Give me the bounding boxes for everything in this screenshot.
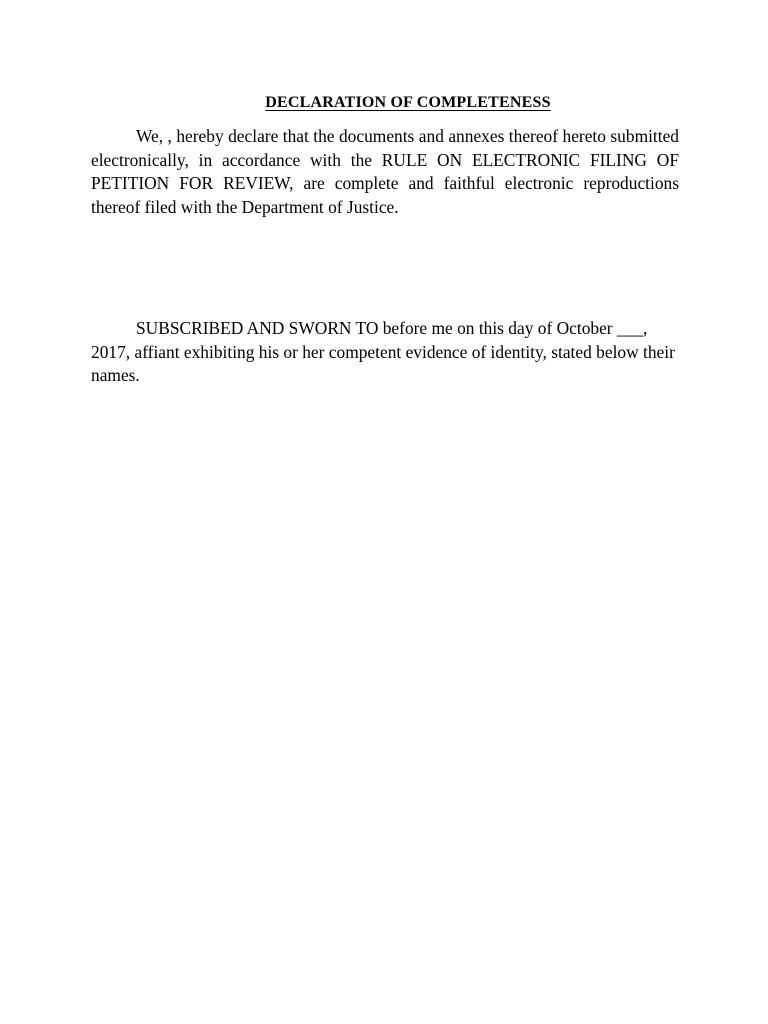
document-title-text: DECLARATION OF COMPLETENESS [265,94,551,111]
declaration-paragraph: We, , hereby declare that the documents and annexes thereof hereto submitted electronically, in accordance with the RULE ON ELECTRONIC FILING OF PETITION FOR REVIEW, are complete and faithful electronic reproductions thereof filed with the Department of Justice. [91,126,679,217]
jurat-paragraph: SUBSCRIBED AND SWORN TO before me on this day of October ___, 2017, affiant exhibiting his or her competent evidence of identity, stated below their names. [91,318,675,385]
document-title [0,94,768,112]
